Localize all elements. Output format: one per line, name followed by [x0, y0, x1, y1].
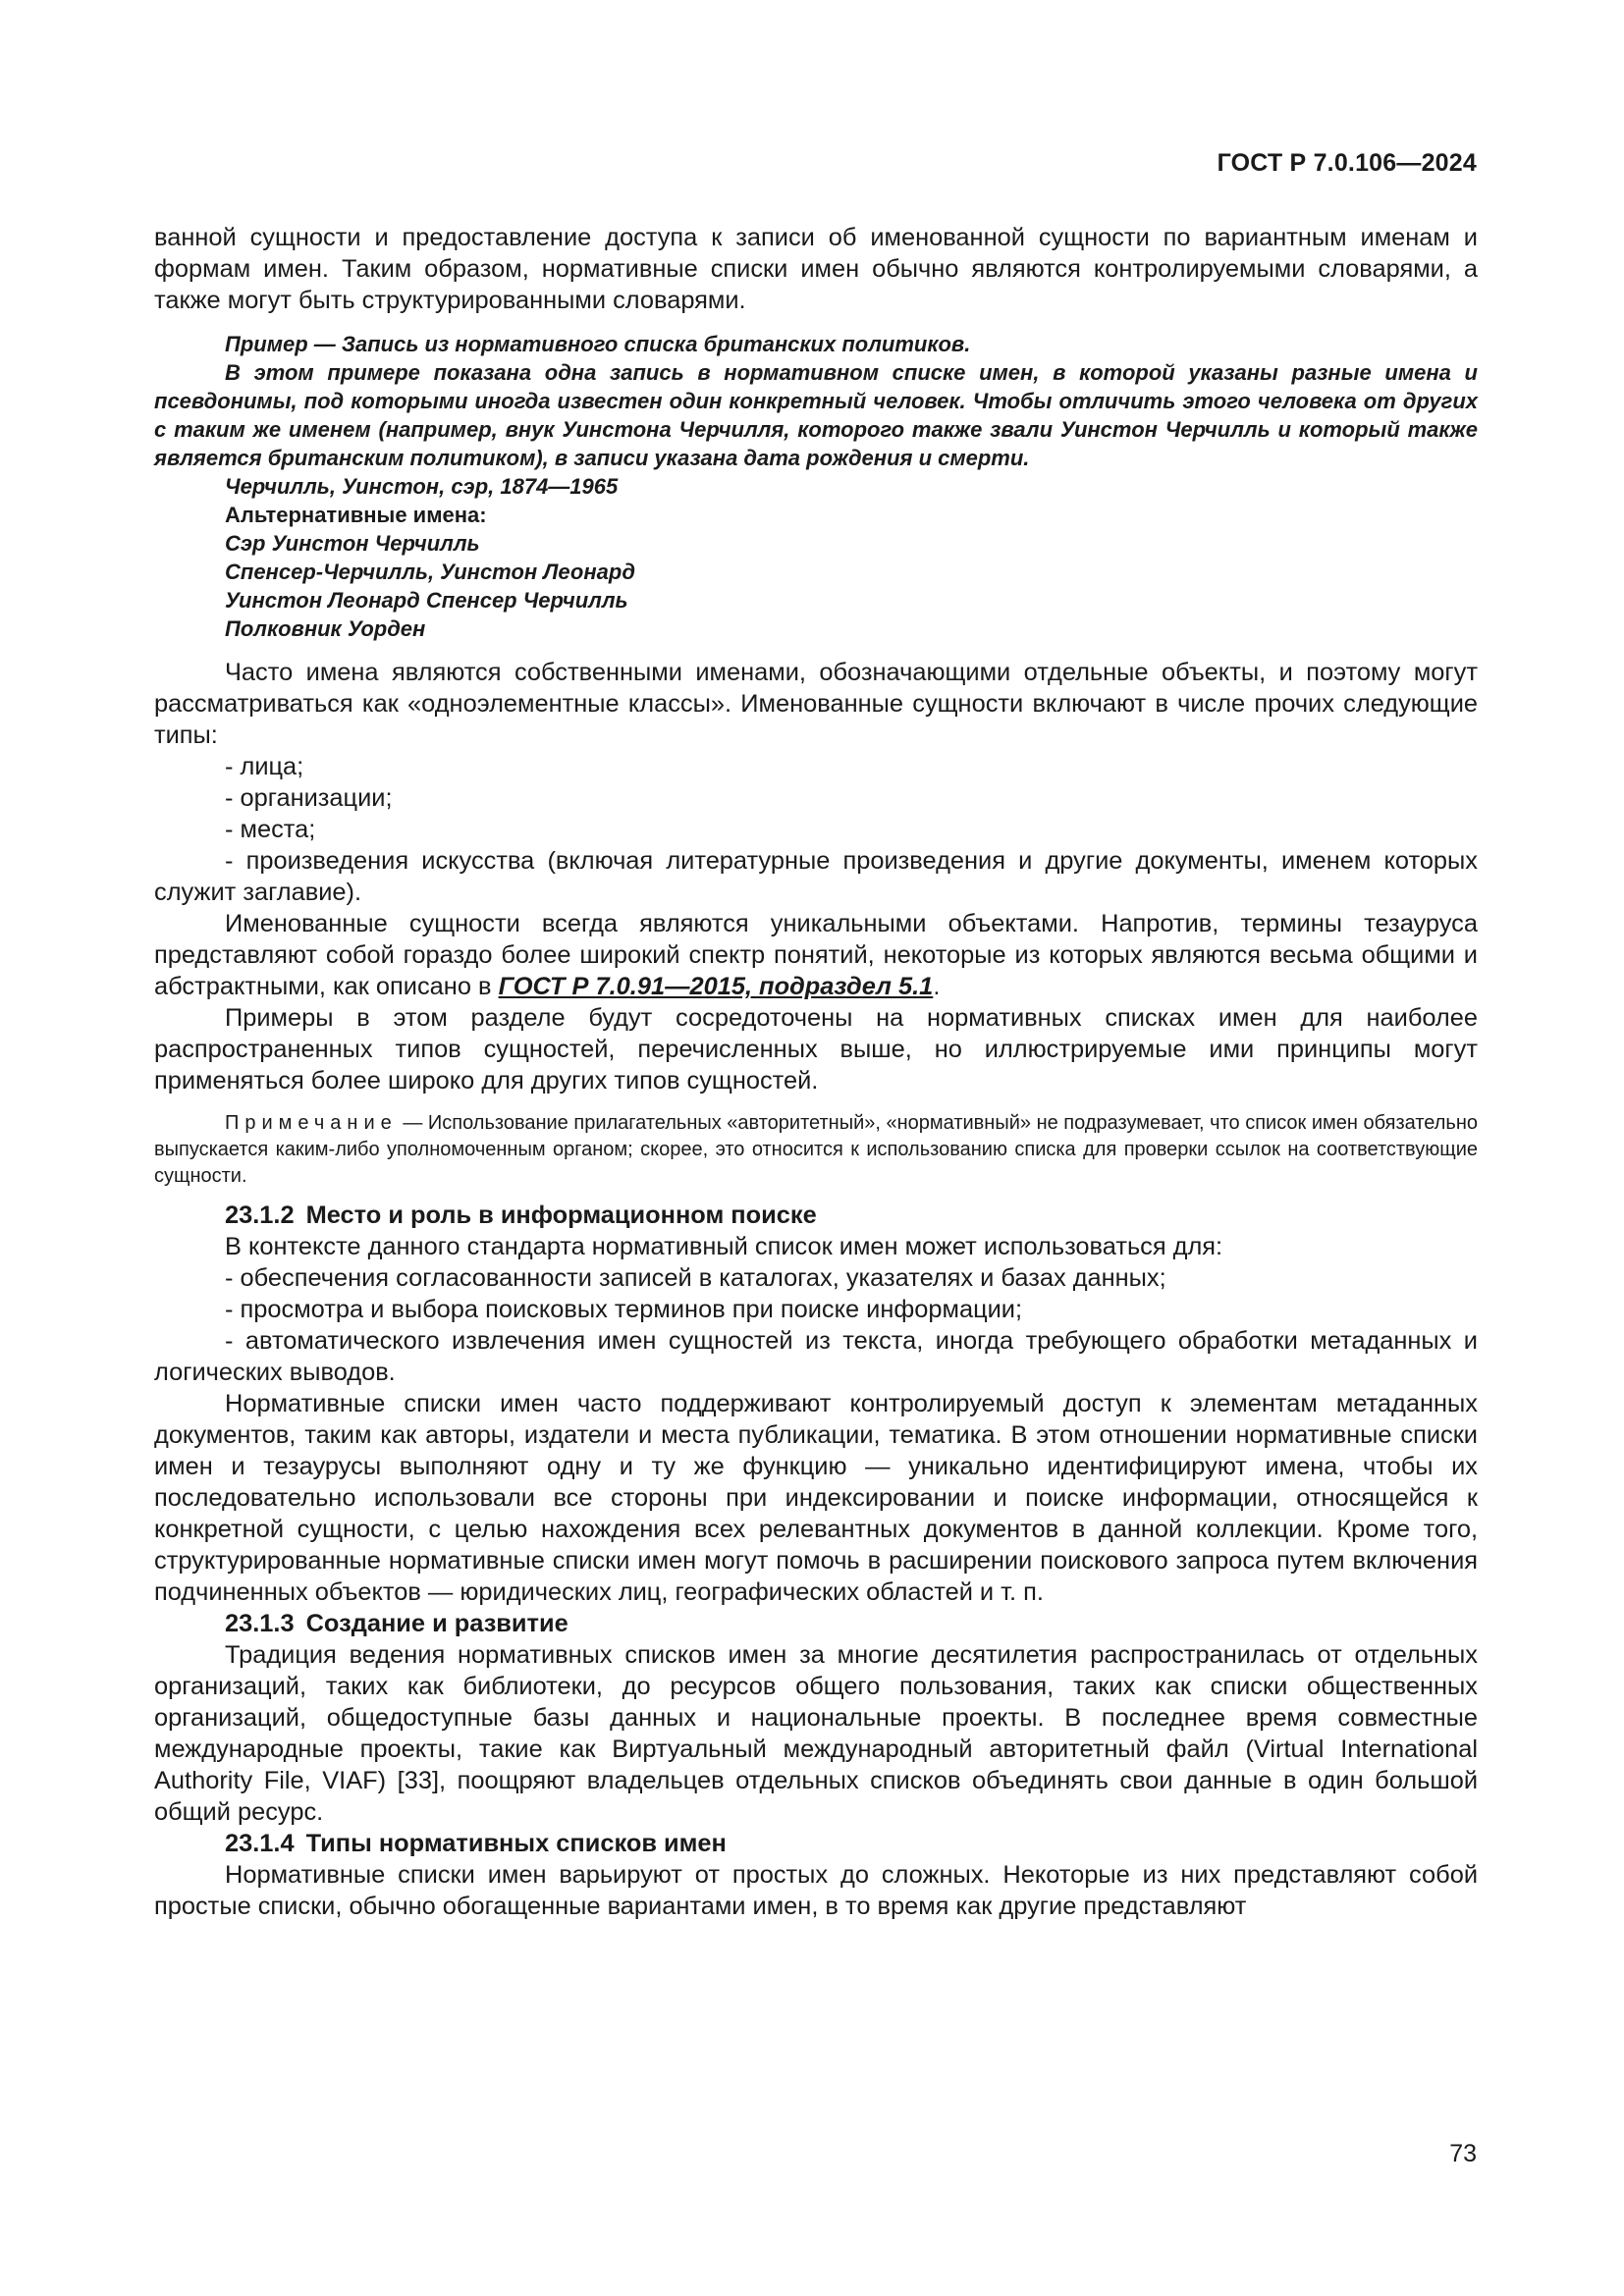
section-number: 23.1.4	[225, 1830, 295, 1857]
note-label: Примечание	[225, 1112, 398, 1134]
example-alt-label: Альтернативные имена:	[225, 503, 487, 527]
example-alt-name: Уинстон Леонард Спенсер Черчилль	[225, 588, 628, 613]
paragraph-end: .	[933, 973, 941, 1000]
note-text: — Использование прилагательных «авторитетный», «нормативный» не подразумевает, что список имен обязательно выпускается каким-либо уполномоченным органом; скорее, это относится к использованию списка для проверки ссылок на соответствующие сущности.	[154, 1112, 1478, 1187]
section-heading	[154, 1608, 1478, 1639]
example-entry: Черчилль, Уинстон, сэр, 1874—1965	[225, 474, 619, 499]
list-item: - произведения искусства (включая литературные произведения и другие документы, именем которых служит заглавие).	[154, 847, 1478, 906]
document-header: ГОСТ Р 7.0.106—2024	[1217, 149, 1477, 177]
paragraph: Часто имена являются собственными именами, обозначающими отдельные объекты, и поэтому могут рассматриваться как «одноэлементные классы». Именованные сущности включают в числе прочих следующие типы:	[154, 659, 1478, 749]
example-alt-name: Спенсер-Черчилль, Уинстон Леонард	[225, 560, 635, 584]
standard-reference-link[interactable]: ГОСТ Р 7.0.91—2015, подраздел 5.1	[498, 973, 934, 1000]
list-item: - места;	[225, 816, 316, 843]
section-number: 23.1.3	[225, 1610, 295, 1637]
paragraph-text: Именованные сущности всегда являются уникальными объектами. Напротив, термины тезауруса представляют собой гораздо более широкий спектр понятий, некоторые из которых являются весьма общими и абстрактными, как описано в	[154, 910, 1478, 1000]
section-number: 23.1.2	[225, 1201, 295, 1229]
paragraph	[154, 908, 1478, 1002]
list-item: - лица;	[225, 753, 304, 780]
list-item: - обеспечения согласованности записей в каталогах, указателях и базах данных;	[225, 1264, 1166, 1292]
section-title: Место и роль в информационном поиске	[305, 1201, 817, 1229]
page-number: 73	[1449, 2140, 1477, 2167]
page-body	[154, 222, 1478, 1922]
list-item: - просмотра и выбора поисковых терминов при поиске информации;	[225, 1296, 1023, 1323]
note-block	[154, 1110, 1478, 1190]
paragraph: Нормативные списки имен варьируют от простых до сложных. Некоторые из них представляют собой простые списки, обычно обогащенные вариантами имен, в то время как другие представляют	[154, 1861, 1478, 1920]
paragraph: Примеры в этом разделе будут сосредоточены на нормативных списках имен для наиболее распространенных типов сущностей, перечисленных выше, но иллюстрируемые ими принципы могут применяться более широко для других типов сущностей.	[154, 1004, 1478, 1095]
example-alt-name: Полковник Уорден	[225, 616, 426, 641]
example-block	[154, 330, 1478, 643]
list-item: - автоматического извлечения имен сущностей из текста, иногда требующего обработки метаданных и логических выводов.	[154, 1327, 1478, 1386]
paragraph: Нормативные списки имен часто поддерживают контролируемый доступ к элементам метаданных документов, таким как авторы, издатели и места публикации, тематика. В этом отношении нормативные списки имен и тезаурусы выполняют одну и ту же функцию — уникально идентифицируют имена, чтобы их последовательно использовали все стороны при индексировании и поиске информации, относящейся к конкретной сущности, с целью нахождения всех релевантных документов в данной коллекции. Кроме того, структурированные нормативные списки имен могут помочь в расширении поискового запроса путем включения подчиненных объектов — юридических лиц, географических областей и т. п.	[154, 1390, 1478, 1606]
paragraph: Традиция ведения нормативных списков имен за многие десятилетия распространилась от отдельных организаций, таких как библиотеки, до ресурсов общего пользования, таких как списки общественных организаций, общедоступные базы данных и национальные проекты. В последнее время совместные международные проекты, такие как Виртуальный международный авторитетный файл (Virtual International Authority File, VIAF) [33], поощряют владельцев отдельных списков объединять свои данные в один большой общий ресурс.	[154, 1641, 1478, 1826]
section-heading	[154, 1200, 1478, 1231]
paragraph: В контексте данного стандарта нормативный список имен может использоваться для:	[225, 1233, 1223, 1260]
section-heading	[154, 1828, 1478, 1859]
example-title: Пример — Запись из нормативного списка британских политиков.	[225, 332, 971, 356]
example-text: В этом примере показана одна запись в нормативном списке имен, в которой указаны разные имена и псевдонимы, под которыми иногда известен один конкретный человек. Чтобы отличить этого человека от других с таким же именем (например, внук Уинстона Черчилля, которого также звали Уинстон Черчилль и который также является британским политиком), в записи указана дата рождения и смерти.	[154, 360, 1478, 470]
section-title: Создание и развитие	[305, 1610, 568, 1637]
section-title: Типы нормативных списков имен	[305, 1830, 727, 1857]
example-alt-name: Сэр Уинстон Черчилль	[225, 531, 480, 556]
list-item: - организации;	[225, 784, 393, 812]
paragraph-continuation: ванной сущности и предоставление доступа к записи об именованной сущности по вариантным именам и формам имен. Таким образом, нормативные списки имен обычно являются контролируемыми словарями, а также могут быть структурированными словарями.	[154, 224, 1478, 314]
